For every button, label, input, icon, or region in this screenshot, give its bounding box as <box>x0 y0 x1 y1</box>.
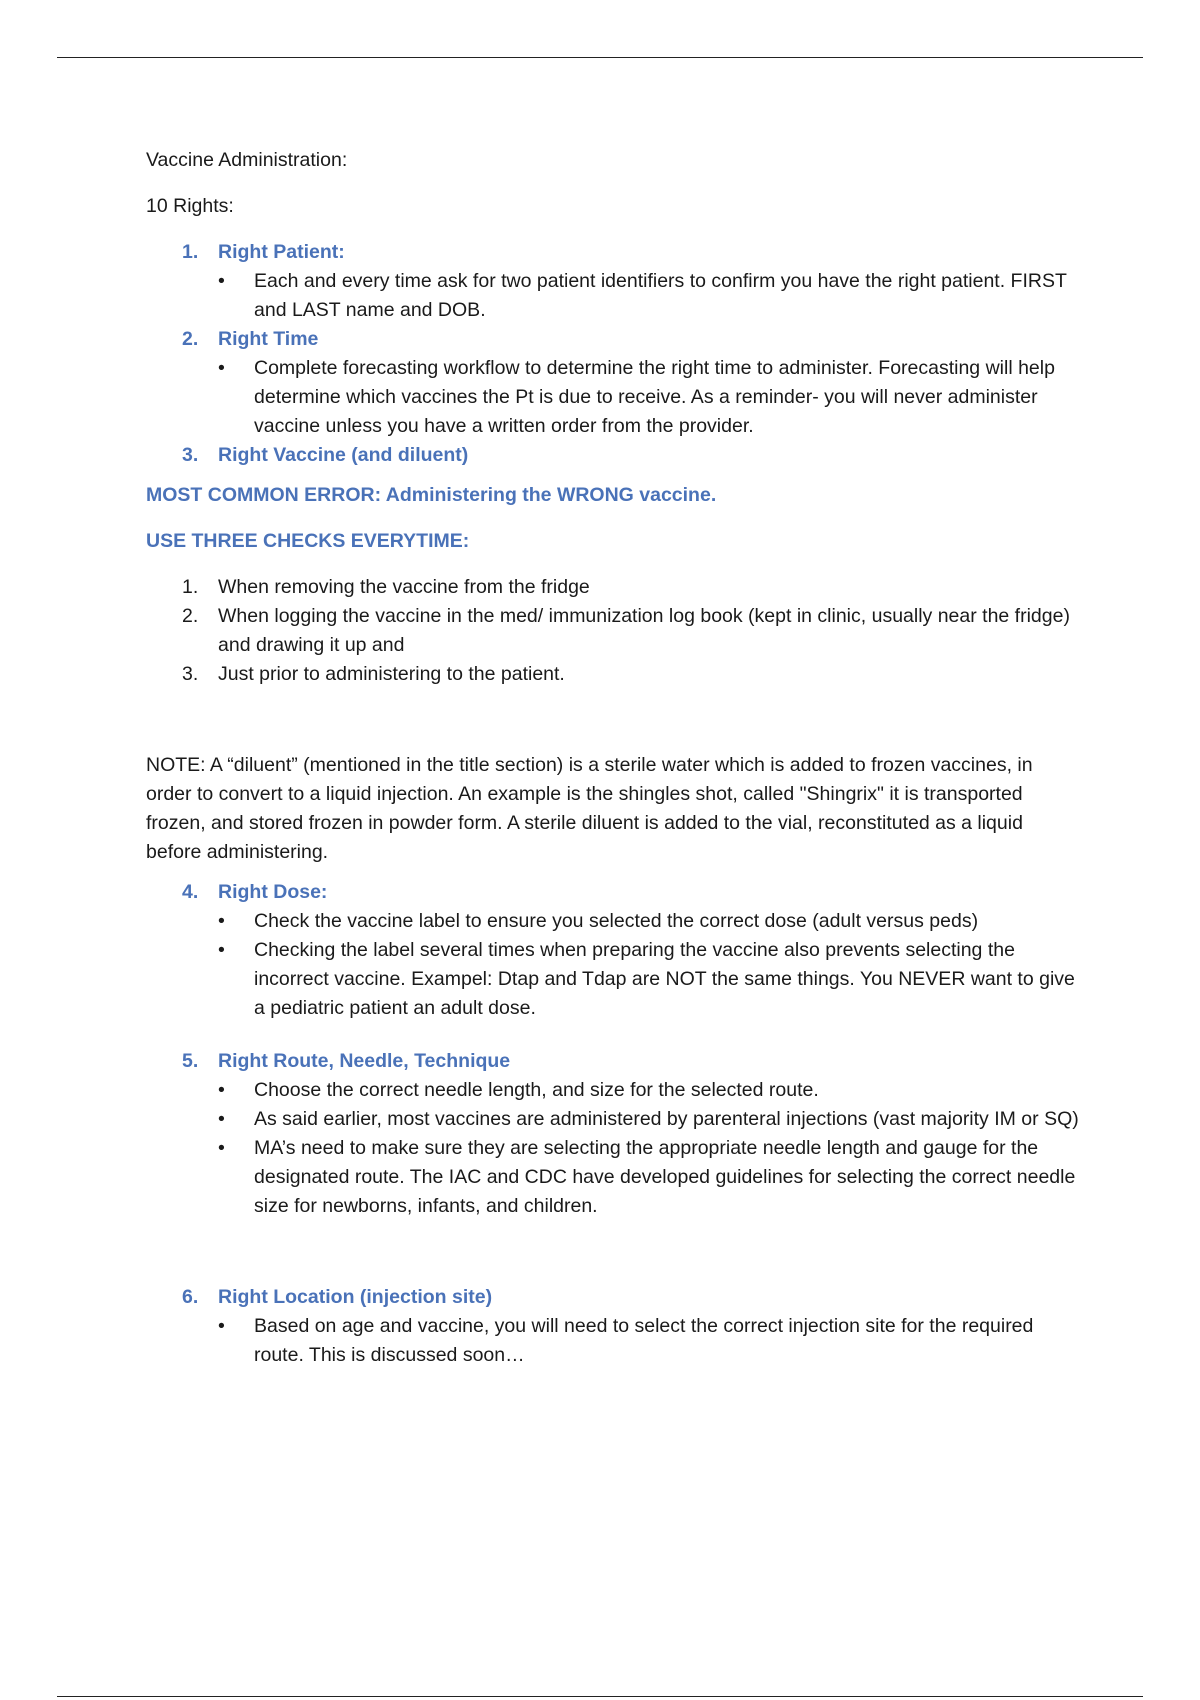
right-4-number: 4. <box>182 881 199 903</box>
right-2-heading <box>146 325 1082 354</box>
right-6-number: 6. <box>182 1286 199 1308</box>
list-item: • Choose the correct needle length, and size for the selected route. <box>146 1076 1082 1105</box>
three-checks-heading: USE THREE CHECKS EVERYTIME: <box>146 530 470 552</box>
list-item: • Complete forecasting workflow to determine the right time to administer. Forecasting will help determine which vaccines the Pt is due to receive. As a reminder- you will never administer vaccine unless you have a written order from the provider. <box>146 354 1082 441</box>
bullet-icon: • <box>218 1108 225 1130</box>
three-checks-list <box>146 573 1082 689</box>
right-5-number: 5. <box>182 1050 199 1072</box>
bullet-icon: • <box>218 270 225 292</box>
right-5-label: Right Route, Needle, Technique <box>218 1050 511 1072</box>
right-4-label: Right Dose: <box>218 881 328 903</box>
list-item: • Check the vaccine label to ensure you selected the correct dose (adult versus peds) <box>146 907 1082 936</box>
bullet-icon: • <box>218 357 225 379</box>
right-6-label: Right Location (injection site) <box>218 1286 493 1308</box>
header-rule <box>57 57 1143 58</box>
check-item-2: 2. When logging the vaccine in the med/ immunization log book (kept in clinic, usually near the fridge) and drawing it up and <box>182 605 1070 656</box>
bullet-icon: • <box>218 939 225 961</box>
right-3-label: Right Vaccine (and diluent) <box>218 444 469 466</box>
right-4-bullets <box>146 907 1082 1023</box>
rights-label: 10 Rights: <box>146 195 234 217</box>
right-6-heading <box>146 1283 1082 1312</box>
right-2-bullets <box>146 354 1082 441</box>
list-item: • Based on age and vaccine, you will need to select the correct injection site for the required route. This is discussed soon… <box>146 1312 1082 1370</box>
bullet-icon: • <box>218 1315 225 1337</box>
list-item: • Each and every time ask for two patient identifiers to confirm you have the right patient. FIRST and LAST name and DOB. <box>146 267 1082 325</box>
right-1-number: 1. <box>182 241 199 263</box>
right-3-heading <box>146 441 1082 470</box>
diluent-note: NOTE: A “diluent” (mentioned in the title section) is a sterile water which is added to frozen vaccines, in order to convert to a liquid injection. An example is the shingles shot, called "Shingrix" it is transported frozen, and stored frozen in powder form. A sterile diluent is added to the vial, reconstituted as a liquid before administering. <box>146 754 1033 863</box>
bullet-icon: • <box>218 1079 225 1101</box>
document-title: Vaccine Administration: <box>146 149 348 171</box>
right-1-heading <box>146 238 1082 267</box>
right-5-heading <box>146 1047 1082 1076</box>
list-item: • Checking the label several times when preparing the vaccine also prevents selecting the incorrect vaccine. Exampel: Dtap and Tdap are NOT the same things. You NEVER want to give a pediatric patient an adult dose. <box>146 936 1082 1023</box>
right-1-label: Right Patient: <box>218 241 345 263</box>
check-item-3: 3. Just prior to administering to the patient. <box>182 663 565 685</box>
bullet-icon: • <box>218 910 225 932</box>
check-item-1: 1. When removing the vaccine from the fridge <box>182 576 590 598</box>
list-item: • MA’s need to make sure they are selecting the appropriate needle length and gauge for the designated route. The IAC and CDC have developed guidelines for selecting the correct needle size for newborns, infants, and children. <box>146 1134 1082 1221</box>
right-1-bullets <box>146 267 1082 325</box>
right-5-bullets <box>146 1076 1082 1221</box>
right-6-bullets <box>146 1312 1082 1370</box>
document-body <box>146 146 1082 1370</box>
right-4-heading <box>146 878 1082 907</box>
right-2-label: Right Time <box>218 328 319 350</box>
right-2-number: 2. <box>182 328 199 350</box>
list-item: • As said earlier, most vaccines are administered by parenteral injections (vast majority IM or SQ) <box>146 1105 1082 1134</box>
right-3-number: 3. <box>182 444 199 466</box>
most-common-error-heading: MOST COMMON ERROR: Administering the WRONG vaccine. <box>146 484 717 506</box>
bullet-icon: • <box>218 1137 225 1159</box>
footer-rule <box>57 1696 1143 1697</box>
